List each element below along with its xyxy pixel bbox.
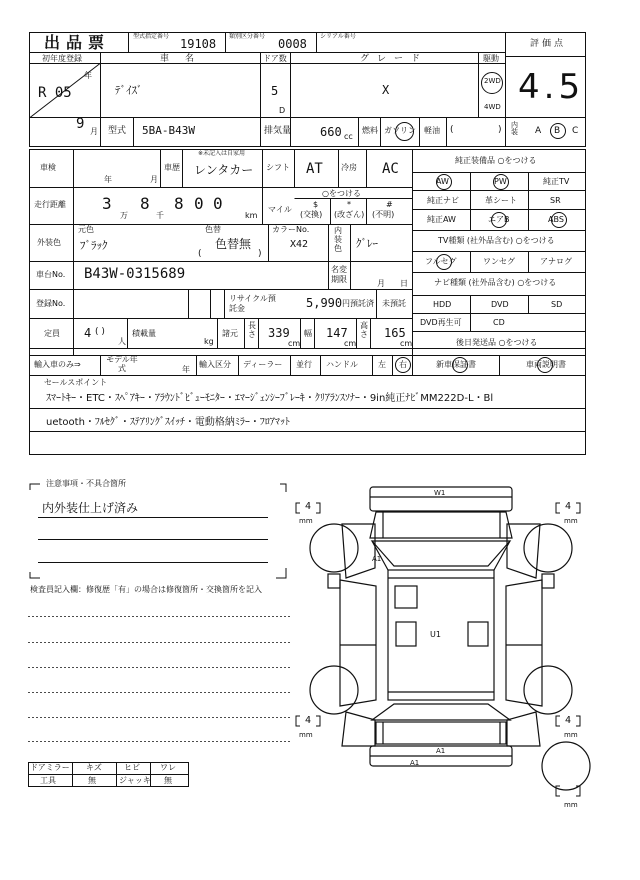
inspection-month-unit: 月: [150, 175, 158, 184]
equip-airbag: エアB: [488, 215, 510, 224]
import-dealer: ディーラー: [243, 360, 283, 369]
color-no-label: カラーNo.: [272, 225, 310, 234]
mile-label: マイル: [268, 205, 292, 214]
name-change-label: 名変期限: [331, 265, 347, 284]
handle-left: 左: [378, 360, 386, 369]
tv-oneseg: ワンセグ: [483, 257, 515, 266]
form-title: 出品票: [44, 33, 111, 52]
mileage-unit-sen: 千: [156, 211, 164, 220]
recycle-label: リサイクル預託金: [229, 294, 276, 313]
size-label: 諸元: [222, 329, 238, 338]
navi-hdd: HDD: [433, 300, 452, 309]
color-orig-value: ﾌﾞﾗｯｸ: [80, 239, 108, 252]
inspection-year-unit: 年: [104, 175, 112, 184]
interior-color-label: 内装色: [334, 226, 342, 253]
doors-value: 5: [271, 84, 279, 98]
dvd-play-label: DVD再生可: [420, 318, 462, 327]
mark-front-bumper: W1: [434, 489, 446, 497]
first-reg-month: 9: [76, 116, 85, 132]
interior-c: C: [572, 126, 579, 136]
capacity-label: 定員: [44, 329, 60, 338]
tread-front-left: 4: [305, 501, 312, 512]
width-cm: cm: [344, 339, 357, 348]
length-value: 339: [268, 326, 290, 340]
color-change-value: 色替無: [215, 237, 252, 251]
height-cm: cm: [400, 339, 413, 348]
first-reg-month-unit: 月: [90, 127, 98, 136]
car-name: ﾃﾞｲｽﾞ: [115, 84, 143, 97]
name-change-day: 日: [400, 279, 408, 288]
interior-a: A: [535, 126, 542, 136]
fuel-gasoline: ガソリン: [384, 126, 416, 135]
import-class-label: 輸入区分: [199, 360, 231, 369]
missing-tool-value: 無: [88, 776, 96, 785]
tread-rear-left-mm: mm: [299, 731, 313, 739]
equip-airbag-circle: [491, 212, 507, 228]
navi-dvd: DVD: [491, 300, 509, 309]
model-cert-no: 19108: [180, 37, 217, 51]
later-manual: 車両説明書: [526, 360, 566, 369]
shift-value: AT: [306, 161, 323, 177]
equip-abs: ABS: [548, 215, 564, 224]
missing-jack-value: 無: [164, 776, 172, 785]
navi-label: ナビ種類 (社外品含む) ○をつける: [434, 278, 557, 287]
equip-genuine-tv: 純正TV: [543, 177, 570, 186]
later-manual-circle: [537, 357, 553, 373]
grade-label: グレード: [360, 54, 429, 64]
chassis-label: 車台No.: [36, 270, 66, 279]
later-warranty-circle: [452, 357, 468, 373]
interior-color-value: ｸﾞﾚｰ: [356, 237, 378, 250]
drive-2wd: 2WD: [484, 77, 501, 85]
tread-front-right: 4: [565, 501, 572, 512]
inspection-label: 車検: [40, 163, 56, 172]
tread-front-left-mm: mm: [299, 517, 313, 525]
equip-aw: AW: [436, 177, 449, 186]
class-no: 0008: [278, 37, 307, 51]
color-paren-open: (: [198, 249, 202, 259]
sales-point-line-1: ｽﾏｰﾄｷｰ・ETC・ｽﾍﾟｱｷｰ・ｱﾗｳﾝﾄﾞﾋﾞｭｰﾓﾆﾀｰ・ｴﾏｰｼﾞｪﾝｼｰﾌﾞﾚｰｷ・ｸﾘｱﾗﾝｽｿﾅｰ・9in純正ﾅﾋﾞMM222D-L・Bl: [46, 393, 494, 404]
width-value: 147: [326, 326, 348, 340]
color-no-value: X42: [290, 239, 309, 250]
handle-label: ハンドル: [326, 360, 358, 369]
odo-swap-label: (交換): [300, 210, 323, 219]
model-year-label: モデル年式: [106, 355, 138, 373]
tv-fullseg: フルセグ: [425, 257, 457, 266]
equip-sr: SR: [550, 196, 561, 205]
genuine-equipment-label: 純正装備品 ○をつける: [455, 156, 537, 165]
history-value: レンタカー: [194, 163, 254, 177]
doors-label: ドア数: [263, 54, 287, 63]
equip-pw-circle: [493, 174, 509, 190]
length-cm: cm: [288, 339, 301, 348]
missing-header-door-mirror: ドアミラー: [30, 763, 70, 772]
equip-genuine-navi: 純正ナビ: [427, 196, 459, 205]
fuel-label: 燃料: [362, 126, 378, 135]
model-label: 型式: [108, 126, 127, 136]
equip-aw-circle: [436, 174, 452, 190]
tv-fullseg-circle: [436, 254, 452, 270]
inspector-label: 検査員記入欄：修復歴「有」の場合は修復箇所・交換箇所を記入: [30, 585, 262, 594]
fuel-paren-close: ): [498, 125, 502, 135]
displacement-label: 排気量: [264, 126, 292, 136]
mileage-digit-4: 0: [194, 194, 204, 213]
recycle-not: 未預託: [382, 299, 406, 308]
capacity-unit: 人: [118, 337, 126, 346]
handle-right: 右: [399, 360, 407, 369]
first-reg-label: 初年度登録: [42, 54, 82, 63]
first-reg-year-unit: 年: [84, 71, 92, 80]
car-name-label: 車名: [160, 54, 211, 64]
car-diagram: [310, 487, 590, 790]
handle-right-circle: [395, 357, 411, 373]
dvd-cd: CD: [493, 318, 505, 327]
mileage-digit-1: 3: [102, 194, 112, 213]
grade-value: X: [382, 83, 390, 97]
mileage-digit-2: 8: [140, 194, 150, 213]
drive-label: 駆動: [483, 54, 499, 63]
equip-genuine-aw: 純正AW: [427, 215, 456, 224]
mark-rear-bumper-upper: A1: [436, 747, 446, 755]
model-year-unit: 年: [182, 365, 190, 374]
tv-analog: アナログ: [540, 257, 572, 266]
load-kg: kg: [204, 337, 214, 346]
shift-label: シフト: [266, 163, 290, 172]
interior-label: 内装: [511, 121, 518, 136]
fuel-light-oil: 軽油: [424, 126, 440, 135]
odo-tamper-label: (改ざん): [334, 210, 365, 219]
tread-spare-mm: mm: [564, 801, 578, 809]
model-cert-label: 型式指定番号: [133, 33, 170, 40]
mileage-unit-man: 万: [120, 211, 128, 220]
fuel-paren-open: (: [450, 125, 454, 135]
name-change-month: 月: [377, 279, 385, 288]
height-value: 165: [384, 326, 406, 340]
serial-label: シリアル番号: [320, 33, 356, 40]
displacement-value: 660: [320, 125, 342, 139]
capacity-value: 4: [84, 326, 92, 340]
reg-label: 登録No.: [36, 299, 66, 308]
doors-sub: D: [279, 106, 286, 115]
exterior-label: 外装色: [37, 238, 61, 247]
first-reg-year: R 05: [38, 85, 72, 101]
odo-star: *: [347, 200, 351, 209]
height-label: 高さ: [360, 321, 368, 339]
color-orig-label: 元色: [78, 225, 94, 234]
recycle-amount: 5,990: [306, 296, 343, 310]
odo-circle-label: ○をつける: [322, 189, 361, 198]
navi-sd: SD: [551, 300, 563, 309]
missing-header-crack: ヒビ: [124, 763, 140, 772]
grade-box-label: 評価点: [530, 39, 567, 49]
sales-point-line-2: uetooth・ﾌﾙｾｸﾞ・ｽﾃｱﾘﾝｸﾞｽｲｯﾁ・電動格納ﾐﾗｰ・ﾌﾛｱﾏｯﾄ: [46, 417, 290, 428]
mileage-digit-3: 8: [174, 194, 184, 213]
sales-point-label: セールスポイント: [44, 378, 108, 387]
tv-label: TV種類 (社外品含む) ○をつける: [438, 236, 555, 245]
evaluation-score: 4.5: [518, 67, 585, 107]
missing-header-scratch: キズ: [86, 763, 102, 772]
tread-rear-right: 4: [565, 715, 572, 726]
interior-b: B: [554, 126, 561, 136]
mark-front-left: A1: [372, 555, 382, 563]
km-unit: km: [245, 211, 258, 220]
equip-pw: PW: [494, 177, 507, 186]
ac-label: 冷房: [341, 163, 357, 172]
history-note: ※未記入は自家用: [198, 150, 246, 157]
missing-tool-label: 工具: [40, 776, 56, 785]
chassis-value: B43W-0315689: [84, 266, 186, 282]
tread-rear-left: 4: [305, 715, 312, 726]
caution-label: 注意事項・不具合箇所: [46, 479, 126, 488]
tread-front-right-mm: mm: [564, 517, 578, 525]
drive-4wd: 4WD: [484, 103, 501, 111]
color-change-label: 色替: [205, 225, 221, 234]
tread-rear-right-mm: mm: [564, 731, 578, 739]
cc-unit: cc: [344, 132, 353, 141]
mileage-label: 走行距離: [34, 200, 66, 209]
history-label: 車歴: [164, 163, 180, 172]
equip-abs-circle: [551, 212, 567, 228]
mark-rear-bumper-lower: A1: [410, 759, 420, 767]
load-label: 積載量: [132, 329, 156, 338]
import-parallel: 並行: [296, 360, 312, 369]
interior-b-circle: [550, 123, 566, 139]
missing-jack-label: ジャッキ: [119, 776, 151, 785]
length-label: 長さ: [248, 321, 256, 339]
odo-dollar: $: [313, 200, 319, 209]
recycle-unit: 円預託済: [342, 299, 374, 308]
odo-unknown-label: (不明): [372, 210, 395, 219]
later-warranty: 新車保証書: [436, 360, 476, 369]
import-label: 輸入車のみ⇒: [34, 360, 81, 369]
capacity-paren: ( ): [95, 327, 105, 337]
odo-hash: #: [386, 200, 393, 209]
later-ship-label: 後日発送品 ○をつける: [456, 338, 538, 347]
fuel-gasoline-circle: [395, 122, 414, 141]
mileage-digit-5: 0: [213, 194, 223, 213]
mark-roof: U1: [430, 630, 441, 639]
ac-value: AC: [382, 161, 399, 177]
equip-leather-seat: 革シート: [485, 196, 517, 205]
missing-header-break: ワレ: [160, 763, 176, 772]
width-label: 幅: [304, 329, 312, 338]
color-paren-close: ): [258, 249, 262, 259]
model-value: 5BA-B43W: [142, 124, 195, 137]
caution-text: 内外装仕上げ済み: [42, 501, 139, 515]
class-label: 類別区分番号: [229, 33, 266, 40]
